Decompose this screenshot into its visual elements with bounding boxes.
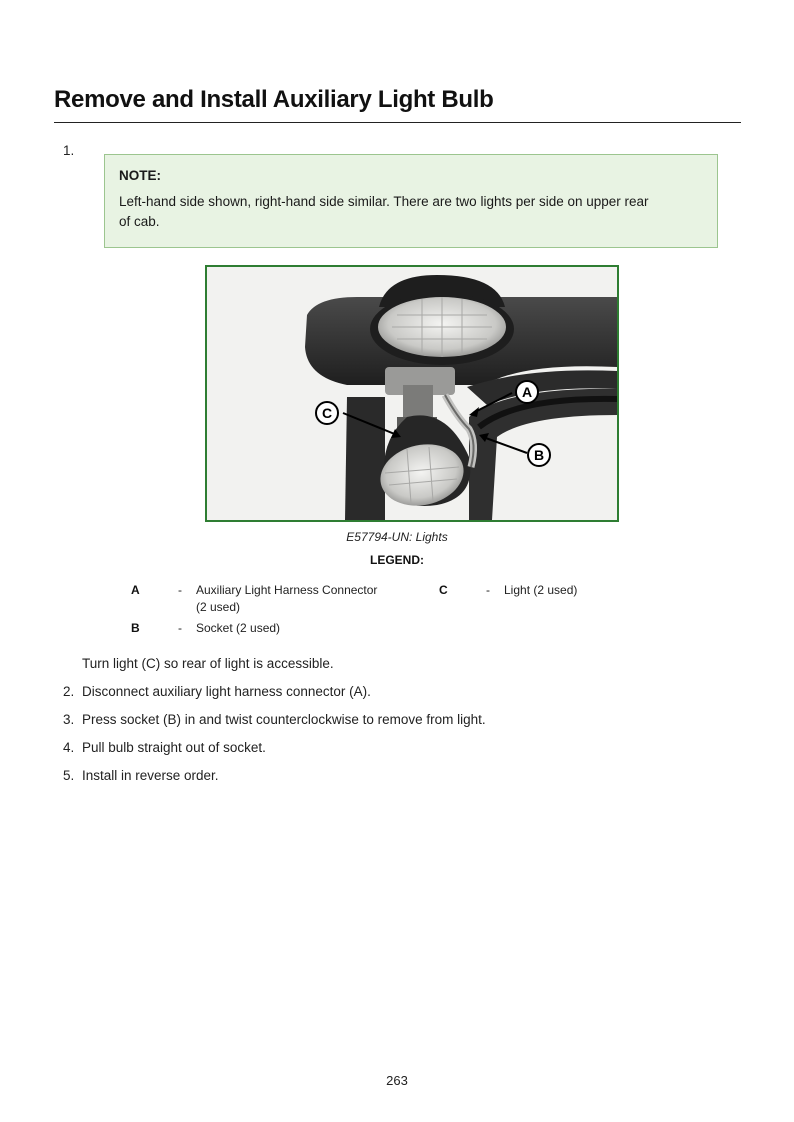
step-number-3: 3.	[63, 712, 75, 727]
step-number-2: 2.	[63, 684, 75, 699]
figure-caption: E57794-UN: Lights	[346, 530, 448, 544]
callout-c	[316, 402, 338, 424]
legend-dash-b: -	[178, 621, 182, 635]
title-divider	[54, 122, 741, 123]
lights-illustration	[207, 267, 617, 520]
step-4-text: Pull bulb straight out of socket.	[82, 740, 266, 755]
note-text-line-2: of cab.	[119, 214, 160, 229]
step-number-4: 4.	[63, 740, 75, 755]
legend-dash-a: -	[178, 583, 182, 597]
legend-desc-b: Socket (2 used)	[196, 621, 281, 635]
step-3-text: Press socket (B) in and twist counterclockwise to remove from light.	[82, 712, 486, 727]
step-number-5: 5.	[63, 768, 75, 783]
callout-a-label: A	[521, 384, 533, 400]
note-heading: NOTE:	[119, 168, 161, 183]
legend-desc-a-line-2: (2 used)	[196, 600, 241, 614]
callout-b-label: B	[533, 447, 545, 463]
page-number: 263	[386, 1073, 408, 1088]
note-text-line-1: Left-hand side shown, right-hand side similar. There are two lights per side on upper rear	[119, 194, 649, 209]
step-5-text: Install in reverse order.	[82, 768, 219, 783]
legend-dash-c: -	[486, 583, 490, 597]
lights-figure	[205, 265, 619, 522]
page-title: Remove and Install Auxiliary Light Bulb	[54, 86, 494, 113]
legend-desc-a: Auxiliary Light Harness Connector	[196, 583, 378, 597]
note-box	[104, 154, 718, 248]
legend-key-c: C	[439, 583, 448, 597]
callout-b	[528, 444, 550, 466]
step-2-text: Disconnect auxiliary light harness connector (A).	[82, 684, 371, 699]
legend-key-b: B	[131, 621, 140, 635]
callout-a	[516, 381, 538, 403]
callout-c-label: C	[321, 405, 333, 421]
step-number-1: 1.	[63, 143, 75, 158]
legend-key-a: A	[131, 583, 140, 597]
legend-desc-c: Light (2 used)	[504, 583, 578, 597]
step-1-text: Turn light (C) so rear of light is accessible.	[82, 656, 334, 671]
legend-title: LEGEND:	[370, 553, 424, 567]
